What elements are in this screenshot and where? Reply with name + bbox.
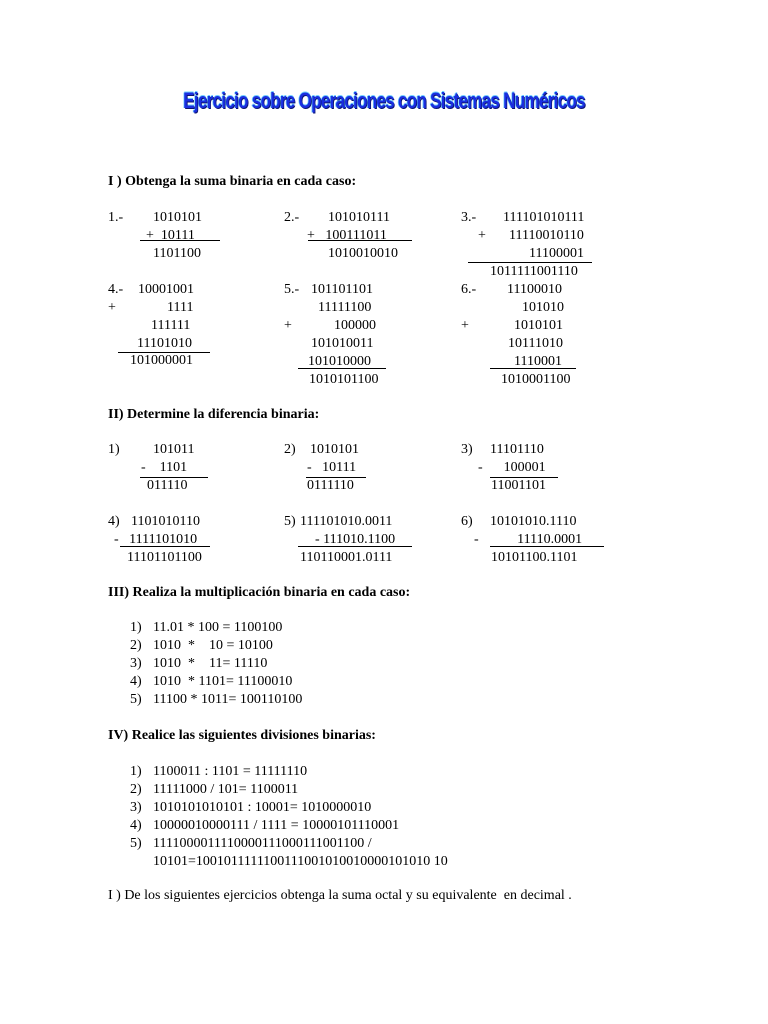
mult-item-1-text: 11.01 * 100 = 1100100 <box>153 620 283 635</box>
div-item-3-text: 1010101010101 : 10001= 1010000010 <box>153 800 372 815</box>
diff-p2-b: - 10111 <box>307 460 357 475</box>
diff-p5-label: 5) <box>284 514 296 529</box>
section-sum-heading: I ) Obtenga la suma binaria en cada caso: <box>108 174 357 189</box>
sum-p6-a: 11100010 <box>507 282 562 297</box>
div-item-3-num: 3) <box>130 800 142 815</box>
sum-p5-rule <box>298 368 386 369</box>
sum-p1-a: 1010101 <box>153 210 202 225</box>
div-item-2-num: 2) <box>130 782 142 797</box>
diff-p4-result: 11101101100 <box>127 550 202 565</box>
sum-p1-label: 1.- <box>108 210 124 225</box>
sum-p5-c: 100000 <box>334 318 376 333</box>
sum-p3-c: 11100001 <box>529 246 584 261</box>
div-item-4-text: 10000010000111 / 1111 = 10000101110001 <box>153 818 400 833</box>
mult-item-4-num: 4) <box>130 674 142 689</box>
diff-p5-b: - 111010.1100 <box>315 532 396 547</box>
diff-p6-a: 10101010.1110 <box>490 514 577 529</box>
diff-p3-a: 11101110 <box>490 442 544 457</box>
sum-p6-c: 1010101 <box>514 318 563 333</box>
diff-p3-result: 11001101 <box>491 478 546 493</box>
div-item-2-text: 11111000 / 101= 1100011 <box>153 782 299 797</box>
mult-item-1-num: 1) <box>130 620 142 635</box>
sum-p2-a: 101010111 <box>328 210 390 225</box>
div-item-5-continuation: 10101=1001011111100111001010010000101010 10 <box>153 854 448 869</box>
sum-p6-d: 10111010 <box>508 336 563 351</box>
sum-p3-b: 11110010110 <box>509 228 584 243</box>
sum-p3-op: + <box>478 228 486 243</box>
div-item-1-text: 1100011 : 1101 = 11111110 <box>153 764 308 779</box>
mult-item-5-text: 11100 * 1011= 100110100 <box>153 692 303 707</box>
diff-p6-rule <box>490 546 604 547</box>
sum-p4-label: 4.- <box>108 282 124 297</box>
sum-p3-a: 111101010111 <box>503 210 585 225</box>
mult-item-2-num: 2) <box>130 638 142 653</box>
div-item-4-num: 4) <box>130 818 142 833</box>
diff-p1-result: 011110 <box>147 478 188 493</box>
mult-item-3-text: 1010 * 11= 11110 <box>153 656 268 671</box>
mult-item-2-text: 1010 * 10 = 10100 <box>153 638 273 653</box>
diff-p2-result: 0111110 <box>307 478 354 493</box>
octal-instruction: I ) De los siguientes ejercicios obtenga la suma octal y su equivalente en decimal . <box>108 888 572 903</box>
sum-p4-result: 101000001 <box>130 353 193 368</box>
diff-p4-a: 1101010110 <box>131 514 200 529</box>
diff-p1-b: - 1101 <box>141 460 188 475</box>
diff-p6-result: 10101100.1101 <box>491 550 578 565</box>
sum-p2-rule <box>308 240 412 241</box>
sum-p5-op: + <box>284 318 292 333</box>
sum-p6-b: 101010 <box>522 300 564 315</box>
diff-p5-a: 111101010.0011 <box>300 514 393 529</box>
sum-p2-label: 2.- <box>284 210 300 225</box>
diff-p6-b: - 11110.0001 <box>474 532 583 547</box>
section-diff-heading: II) Determine la diferencia binaria: <box>108 407 320 422</box>
diff-p4-rule <box>120 546 210 547</box>
section-div-heading: IV) Realice las siguientes divisiones binarias: <box>108 728 376 743</box>
sum-p5-d: 101010011 <box>311 336 374 351</box>
sum-p6-result: 1010001100 <box>501 372 571 387</box>
diff-p4-b: - 1111101010 <box>114 532 198 547</box>
div-item-5-num: 5) <box>130 836 142 851</box>
sum-p2-result: 1010010010 <box>328 246 398 261</box>
mult-item-5-num: 5) <box>130 692 142 707</box>
sum-p5-a: 101101101 <box>311 282 373 297</box>
sum-p4-c: 111111 <box>151 318 191 333</box>
sum-p6-e: 1110001 <box>514 354 562 369</box>
sum-p3-label: 3.- <box>461 210 477 225</box>
sum-p1-b: + 10111 <box>146 228 195 243</box>
sum-p2-b: + 100111011 <box>307 228 387 243</box>
sum-p5-b: 11111100 <box>318 300 372 315</box>
diff-p4-label: 4) <box>108 514 120 529</box>
div-item-1-num: 1) <box>130 764 142 779</box>
sum-p4-b: 1111 <box>167 300 194 315</box>
sum-p4-d: 11101010 <box>137 336 192 351</box>
mult-item-3-num: 3) <box>130 656 142 671</box>
sum-p5-result: 1010101100 <box>309 372 379 387</box>
section-mult-heading: III) Realiza la multiplicación binaria en cada caso: <box>108 585 411 600</box>
sum-p6-label: 6.- <box>461 282 477 297</box>
diff-p6-label: 6) <box>461 514 473 529</box>
diff-p3-label: 3) <box>461 442 473 457</box>
diff-p5-result: 110110001.0111 <box>300 550 393 565</box>
diff-p3-b: - 100001 <box>478 460 546 475</box>
diff-p5-rule <box>298 546 412 547</box>
sum-p5-e: 101010000 <box>308 354 371 369</box>
diff-p1-label: 1) <box>108 442 120 457</box>
mult-item-4-text: 1010 * 1101= 11100010 <box>153 674 293 689</box>
sum-p3-result: 1011111001110 <box>490 264 578 279</box>
sum-p6-op: + <box>461 318 469 333</box>
sum-p5-label: 5.- <box>284 282 300 297</box>
div-item-5-text: 1111000011110000111000111001100 / <box>153 836 372 851</box>
sum-p3-rule <box>468 262 592 263</box>
sum-p4-a: 10001001 <box>138 282 194 297</box>
diff-p2-label: 2) <box>284 442 296 457</box>
diff-p1-a: 101011 <box>153 442 195 457</box>
diff-p2-a: 1010101 <box>310 442 359 457</box>
sum-p1-result: 1101100 <box>153 246 201 261</box>
page-title: Ejercicio sobre Operaciones con Sistemas Numéricos <box>183 88 585 113</box>
sum-p4-op: + <box>108 300 116 315</box>
sum-p6-rule <box>490 368 576 369</box>
sum-p1-rule <box>140 240 220 241</box>
